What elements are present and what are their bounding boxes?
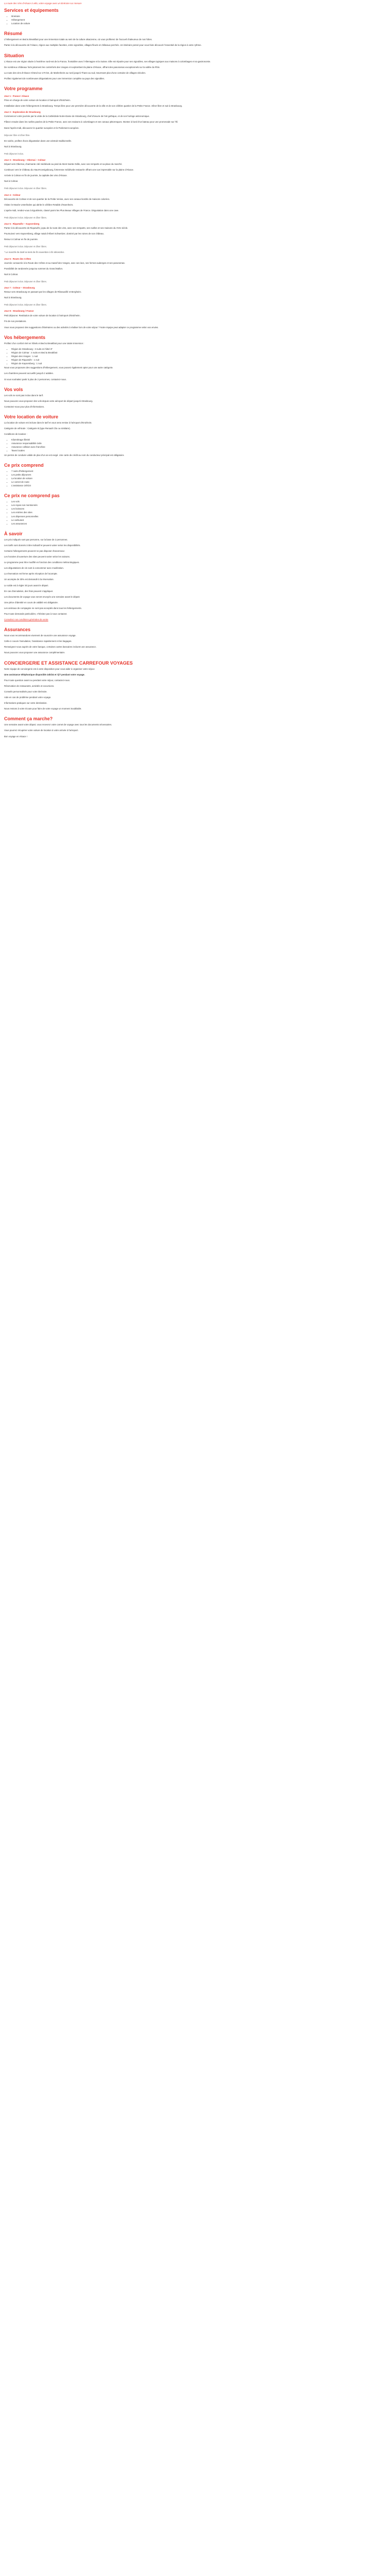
day-text: Fin de nos prestations. <box>4 319 27 323</box>
how-to-book-heading: Comment ça marche? <box>4 716 53 722</box>
meal-note: Petit déjeuner inclus. Déjeuner et dîner libres. <box>4 303 47 307</box>
assistance-paragraph: Informations pratiques sur votre destination. <box>4 702 47 705</box>
day-text: Visitez le Musée Unterlinden qui abrite le célèbre Retable d'Issenheim. <box>4 203 74 206</box>
day-title: Jour 1 : France / Alsace <box>4 94 29 97</box>
excludes-item: • Le carburant <box>11 519 387 522</box>
insurance-paragraph: Nous vous recommandons vivement de souscrire une assurance voyage. <box>4 634 76 637</box>
booking-paragraph: Une semaine avant votre départ, vous recevrez votre carnet de voyage avec tous les documents nécessaires. <box>4 723 112 726</box>
day-title: Jour 6 : Route des Crêtes <box>4 257 31 260</box>
day-text: En soirée, profitez d'une dégustation dans une winstub traditionnelle. <box>4 139 72 142</box>
services-item: • Location de voiture <box>11 22 387 25</box>
insurance-paragraph: Nous pouvons vous proposer une assurance complémentaire. <box>4 651 66 654</box>
day-text: Partez à la découverte de Riquewihr, joyau de la route des vins, avec ses remparts, ses ruelles et ses maisons du XVIe siècle. <box>4 227 128 230</box>
day-title: Jour 5 : Riquewihr – Kaysersberg <box>4 223 40 225</box>
flights-paragraph: Nous pouvons vous proposer des vols depuis votre aéroport de départ jusqu'à Strasbourg. <box>4 399 93 402</box>
know-paragraph: Pour toute demande particulière, n'hésitez pas à nous contacter. <box>4 613 68 615</box>
accommodation-item: • Région des Vosges : 1 nuit <box>11 355 387 358</box>
day-text: Nuit à Strasbourg. <box>4 145 22 148</box>
know-paragraph: Le solde est à régler 30 jours avant le départ. <box>4 584 49 587</box>
excludes-item: • Les entrées des sites <box>11 511 387 514</box>
meal-note: Petit déjeuner inclus. Déjeuner et dîner libres. <box>4 216 47 219</box>
situation-paragraph: L'Alsace est une région située à l'extrême nord-est de la France, frontalière avec l'Allemagne et la Suisse. Elle est réputée pour ses vignobles, ses villages typiques aux maisons à colombages et sa gastronomie. <box>4 60 211 63</box>
day-text: Arrivée à Colmar en fin de journée, la capitale des vins d'Alsace. <box>4 174 68 177</box>
accommodation-paragraph: Nous vous proposons des suggestions d'hébergement, vous pouvez également opter pour une autre catégorie. <box>4 366 113 369</box>
day-text: Retour vers Strasbourg en passant par les villages de Ribeauvillé et Bergheim. <box>4 291 82 294</box>
excludes-item: • Les boissons <box>11 507 387 511</box>
assistance-heading: CONCIERGERIE ET ASSISTANCE CARREFOUR VOYAGES <box>4 660 133 666</box>
intro-subtitle: La route des Vins d'Alsace à vélo, votre voyage avec un itinéraire sur mesure <box>4 2 82 5</box>
accommodation-item: • Région de Colmar : 4 nuits en Bed & Breakfast <box>11 351 387 354</box>
assistance-paragraph: Réservation de restaurants, activités et excursions. <box>4 684 55 687</box>
day-title: Jour 8 : Strasbourg / France <box>4 310 34 313</box>
car-paragraph: Un permis de conduire valide de plus d'un an est exigé. Une carte de crédit au nom du conducteur principal est obligatoire. <box>4 453 125 456</box>
insurance-paragraph: Celle-ci couvre l'annulation, l'assistance rapatriement et les bagages. <box>4 640 72 643</box>
day-title: Jour 4 : Colmar <box>4 193 21 196</box>
day-text: Vous nous proposez des suggestions d'itinéraires ou des activités à réaliser lors de votre séjour ? Notre équipe peut adapter ce programme selon vos envies. <box>4 326 159 329</box>
day-text: Retour à Colmar en fin de journée. <box>4 238 38 241</box>
price-includes-heading: Ce prix comprend <box>4 462 44 468</box>
insurance-paragraph: Renseignez-vous auprès de votre banque, certaines cartes bancaires incluent une assurance. <box>4 646 96 649</box>
day-text: Continuez vers le Château du Haut-Koenigsbourg, forteresse médiévale restaurée offrant une vue imprenable sur la plaine d'Alsace. <box>4 168 134 172</box>
car-item: • Kilométrage illimité <box>11 438 387 442</box>
meal-note: Déjeuner libre et dîner libre. <box>4 133 30 137</box>
accommodation-intro: Profitez d'un confort réel en hôtels et Bed & Breakfast pour une totale immersion : <box>4 342 85 345</box>
car-item: • Assurance collision avec franchise <box>11 446 387 449</box>
assistance-paragraph: Notre équipe de conciergerie est à votre disposition pour vous aider à organiser votre séjour. <box>4 667 95 670</box>
assistance-paragraph: Pour toute question avant ou pendant votre séjour, contactez-nous. <box>4 679 70 682</box>
car-list <box>11 438 387 452</box>
assistance-paragraph: Conseils personnalisés pour votre itinéraire. <box>4 690 47 693</box>
excludes-item: • Les dépenses personnelles <box>11 515 387 518</box>
insurance-heading: Assurances <box>4 627 31 633</box>
know-paragraph: En cas d'annulation, des frais peuvent s'appliquer. <box>4 589 54 592</box>
know-paragraph: Les horaires d'ouverture des sites peuvent varier selon les saisons. <box>4 555 70 558</box>
programme-heading: Votre programme <box>4 86 43 91</box>
accommodation-paragraph: Si vous souhaitez partir à plus de 2 personnes, contactez-nous. <box>4 378 67 381</box>
know-paragraph: Les tarifs sont donnés à titre indicatif et peuvent varier selon les disponibilités. <box>4 544 81 547</box>
conditions-link[interactable]: Consultez nos conditions générales de vente <box>4 618 48 621</box>
day-note: * Le marché de Noël se tient de fin novembre à fin décembre. <box>4 251 65 254</box>
assistance-paragraph: Nous restons à votre écoute pour faire de votre voyage un moment inoubliable. <box>4 707 82 710</box>
day-text: Possibilité de randonnée jusqu'au sommet du Grand Ballon. <box>4 267 63 270</box>
day-text: Nuit à Colmar. <box>4 273 19 276</box>
day-text: Découverte de Colmar et de son quartier de la Petite Venise, avec ses canaux bordés de maisons colorées. <box>4 197 110 200</box>
meal-note: Petit déjeuner inclus. <box>4 152 24 155</box>
booking-paragraph: Bon voyage en Alsace ! <box>4 735 27 738</box>
know-paragraph: Un acompte de 30% est demandé à la réservation. <box>4 578 54 581</box>
day-text: L'après-midi, rendez-vous à Eguisheim, classé parmi les Plus Beaux Villages de France. Dégustation dans une cave. <box>4 209 119 212</box>
flights-paragraph: Contactez-nous pour plus d'informations. <box>4 405 44 408</box>
day-text: Flânez ensuite dans les ruelles pavées de la Petite France, avec ses maisons à colombages et ses canaux pittoresques. Montez à bord d'un bateau pour une promenade sur l'Ill. <box>4 121 178 124</box>
day-text: Petit déjeuner. Restitution de votre voiture de location à l'aéroport d'Entzheim. <box>4 314 80 317</box>
situation-paragraph: De nombreux châteaux forts jalonnent les contreforts des Vosges et surplombent la plaine d'Alsace, offrant des panoramas exceptionnels sur la vallée du Rhin. <box>4 65 160 69</box>
accommodation-paragraph: Les chambres peuvent accueillir jusqu'à 2 adultes. <box>4 372 54 375</box>
includes-item: • Le carnet de route <box>11 481 387 484</box>
know-paragraph: Le programme peut être modifié en fonction des conditions météorologiques. <box>4 561 80 564</box>
excludes-item: • Les repas non mentionnés <box>11 504 387 507</box>
day-title: Jour 7 : Colmar – Strasbourg <box>4 286 35 290</box>
day-text: Dans l'après-midi, découvrez le quartier européen et le Parlement européen. <box>4 126 79 129</box>
excludes-item: • Les vols <box>11 500 387 503</box>
day-text: Départ vers Obernai, charmante cité médiévale au pied du Mont Sainte-Odile, avec ses remparts et sa place du marché. <box>4 163 123 166</box>
day-text: Nuit à Strasbourg. <box>4 296 22 299</box>
know-paragraph: Une pièce d'identité en cours de validité est obligatoire. <box>4 601 58 604</box>
car-paragraph: Catégorie de véhicule : Catégorie B (type Renault Clio ou similaire). <box>4 427 71 430</box>
includes-item: • Les petits déjeuners <box>11 473 387 477</box>
accommodation-heading: Vos hébergements <box>4 334 45 340</box>
day-text: Commencez votre journée par la visite de la Cathédrale Notre-Dame de Strasbourg, chef-d'œuvre de l'art gothique, et de son horloge astronomique. <box>4 115 150 118</box>
booking-paragraph: Vous pourrez récupérer votre voiture de location à votre arrivée à l'aéroport. <box>4 729 79 732</box>
services-item: • Itinéraire <box>11 15 387 18</box>
flights-heading: Vos vols <box>4 386 23 392</box>
day-text: Installation dans votre hébergement à Strasbourg. Temps libre pour une première découverte de la ville et de son célèbre quartier de la Petite France. Dîner libre et nuit à Strasbourg. <box>4 105 183 108</box>
know-paragraph: Les documents de voyage vous seront envoyés une semaine avant le départ. <box>4 595 80 598</box>
accommodation-list <box>11 348 387 365</box>
services-list <box>11 15 387 25</box>
accommodation-item: • Région de Riquewihr : 1 nuit <box>11 359 387 362</box>
includes-item: • 7 nuits d'hébergement <box>11 470 387 473</box>
day-title: Jour 3 : Strasbourg – Obernai – Colmar <box>4 158 46 161</box>
assistance-paragraph: Aide en cas de problème pendant votre voyage. <box>4 696 52 699</box>
includes-item: • La location de voiture <box>11 477 387 480</box>
assistance-paragraph: Une assistance téléphonique disponible 24h/24 et 7j/7 pendant votre voyage. <box>4 673 85 676</box>
excludes-item: • Les assurances <box>11 522 387 526</box>
meal-note: Petit déjeuner inclus. Déjeuner et dîner libres. <box>4 245 47 248</box>
accommodation-item: • Région de Kaysersberg : 1 nuit <box>11 362 387 365</box>
know-paragraph: Certains hébergements peuvent ne pas disposer d'ascenseur. <box>4 549 65 552</box>
flights-paragraph: Les vols ne sont pas inclus dans le tarif. <box>4 394 43 397</box>
services-heading: Services et équipements <box>4 8 59 13</box>
includes-item: • L'assistance 24h/24 <box>11 484 387 487</box>
situation-paragraph: La route des vins d'Alsace s'étend sur 170 km, de Marlenheim au nord jusqu'à Thann au sud, traversant plus d'une centaine de villages viticoles. <box>4 71 146 74</box>
day-title: Jour 2 : Exploration de Strasbourg <box>4 111 41 114</box>
summary-paragraph: L'hébergement en Bed & Breakfast pour une immersion totale au sein de la culture alsacienne, où vous profiterez de l'accueil chaleureux de nos hôtes. <box>4 38 153 41</box>
car-item: • Taxes locales <box>11 449 387 452</box>
know-paragraph: Les dégustations de vin sont à consommer avec modération. <box>4 567 64 570</box>
day-text: Poursuivez vers Kaysersberg, village natal d'Albert Schweitzer, dominé par les ruines de son château. <box>4 232 104 235</box>
situation-paragraph: Profitez également de nombreuses dégustations pour une immersion complète au pays des vignobles. <box>4 77 105 80</box>
car-paragraph: La location de voiture est incluse dans le tarif et vous sera remise à l'aéroport d'Entzheim. <box>4 421 92 424</box>
meal-note: Petit déjeuner inclus. Déjeuner et dîner libres. <box>4 187 47 190</box>
summary-paragraph: Partez à la découverte de l'Alsace, région aux multiples facettes, entre vignobles, villages fleuris et châteaux perchés. Un itinéraire pensé pour vous faire découvrir l'essentiel de la région à votre rythme. <box>4 44 202 47</box>
day-text: Nuit à Colmar. <box>4 180 19 183</box>
car-paragraph: Conditions de location : <box>4 433 27 436</box>
know-paragraph: Les prix indiqués sont par personne, sur la base de 2 personnes. <box>4 538 68 541</box>
car-rental-heading: Votre location de voiture <box>4 414 58 419</box>
situation-heading: Situation <box>4 53 24 58</box>
excludes-list <box>11 500 387 526</box>
day-text: Journée consacrée à la Route des Crêtes et au massif des Vosges, avec ses lacs, ses fermes-auberges et ses panoramas. <box>4 261 125 264</box>
good-to-know-heading: À savoir <box>4 531 23 536</box>
accommodation-item: • Région de Strasbourg : 3 nuits en hôtel 3* <box>11 348 387 351</box>
meal-note: Petit déjeuner inclus. Déjeuner et dîner libres. <box>4 280 47 283</box>
know-paragraph: La réservation est ferme après réception de l'acompte. <box>4 572 58 575</box>
price-excludes-heading: Ce prix ne comprend pas <box>4 493 60 499</box>
includes-list <box>11 470 387 487</box>
car-item: • Assurance responsabilité civile <box>11 442 387 445</box>
day-text: Prise en charge de votre voiture de location à l'aéroport d'Entzheim. <box>4 99 71 102</box>
summary-heading: Résumé <box>4 31 23 37</box>
know-paragraph: Les animaux de compagnie ne sont pas acceptés dans tous les hébergements. <box>4 606 82 609</box>
services-item: • Hébergement <box>11 19 387 22</box>
